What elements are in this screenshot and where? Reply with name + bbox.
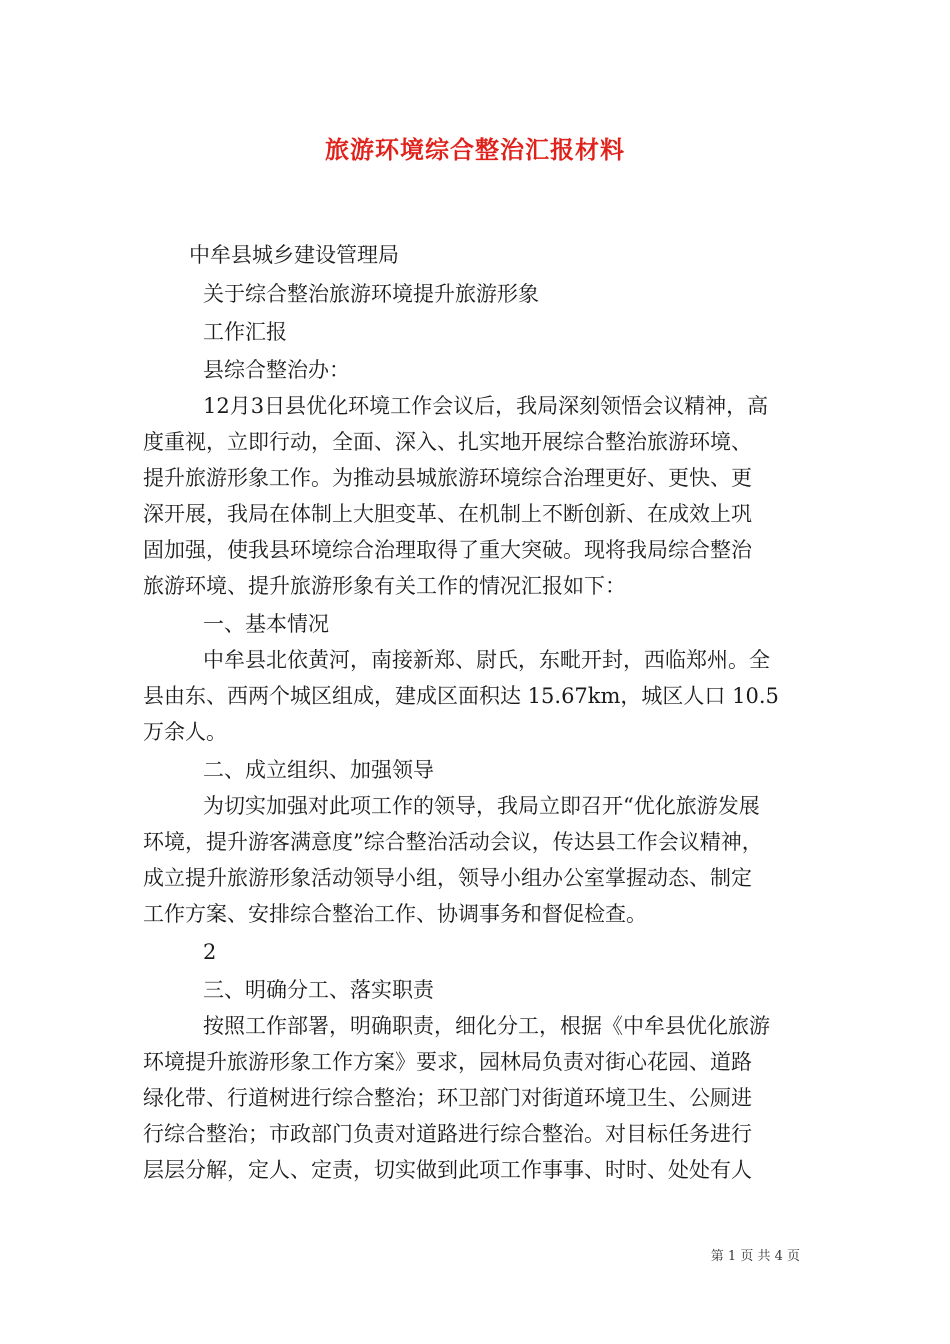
paragraph-line: 行综合整治；市政部门负责对道路进行综合整治。对目标任务进行 bbox=[143, 1122, 752, 1146]
paragraph-line: 成立提升旅游形象活动领导小组，领导小组办公室掌握动态、制定 bbox=[143, 866, 752, 890]
section-heading: 二、成立组织、加强领导 bbox=[203, 758, 434, 782]
paragraph-line: 万余人。 bbox=[143, 720, 227, 744]
paragraph-line: 环境提升旅游形象工作方案》要求，园林局负责对街心花园、道路 bbox=[143, 1050, 752, 1074]
paragraph-line: 度重视，立即行动，全面、深入、扎实地开展综合整治旅游环境、 bbox=[143, 430, 752, 454]
paragraph-line: 绿化带、行道树进行综合整治；环卫部门对街道环境卫生、公厕进 bbox=[143, 1086, 752, 1110]
document-title: 旅游环境综合整治汇报材料 bbox=[325, 135, 625, 164]
paragraph-line: 为切实加强对此项工作的领导，我局立即召开“优化旅游发展 bbox=[203, 794, 760, 818]
section-heading: 三、明确分工、落实职责 bbox=[203, 978, 434, 1002]
line-org: 中牟县城乡建设管理局 bbox=[189, 243, 399, 267]
section-heading: 一、基本情况 bbox=[203, 612, 329, 636]
paragraph-line: 环境，提升游客满意度”综合整治活动会议，传达县工作会议精神， bbox=[143, 830, 763, 854]
paragraph-line: 旅游环境、提升旅游形象有关工作的情况汇报如下： bbox=[143, 574, 626, 598]
paragraph-line: 提升旅游形象工作。为推动县城旅游环境综合治理更好、更快、更 bbox=[143, 466, 752, 490]
paragraph-line: 深开展，我局在体制上大胆变革、在机制上不断创新、在成效上巩 bbox=[143, 502, 752, 526]
line-recipient: 县综合整治办： bbox=[203, 358, 350, 382]
page-marker: 2 bbox=[203, 940, 217, 964]
paragraph-line: 固加强，使我县环境综合治理取得了重大突破。现将我局综合整治 bbox=[143, 538, 752, 562]
line-subject: 关于综合整治旅游环境提升旅游形象 bbox=[203, 282, 539, 306]
paragraph-line: 按照工作部署，明确职责，细化分工，根据《中牟县优化旅游 bbox=[203, 1014, 770, 1038]
paragraph-line: 12月3日县优化环境工作会议后，我局深刻领悟会议精神，高 bbox=[203, 394, 769, 418]
paragraph-line: 县由东、西两个城区组成，建成区面积达 15.67km，城区人口 10.5 bbox=[143, 684, 779, 708]
paragraph-line: 中牟县北依黄河，南接新郑、尉氏，东毗开封，西临郑州。全 bbox=[203, 648, 770, 672]
paragraph-line: 层层分解，定人、定责，切实做到此项工作事事、时时、处处有人 bbox=[143, 1158, 752, 1182]
paragraph-line: 工作方案、安排综合整治工作、协调事务和督促检查。 bbox=[143, 902, 647, 926]
page-footer: 第 1 页 共 4 页 bbox=[710, 1249, 800, 1264]
line-report: 工作汇报 bbox=[203, 320, 287, 344]
